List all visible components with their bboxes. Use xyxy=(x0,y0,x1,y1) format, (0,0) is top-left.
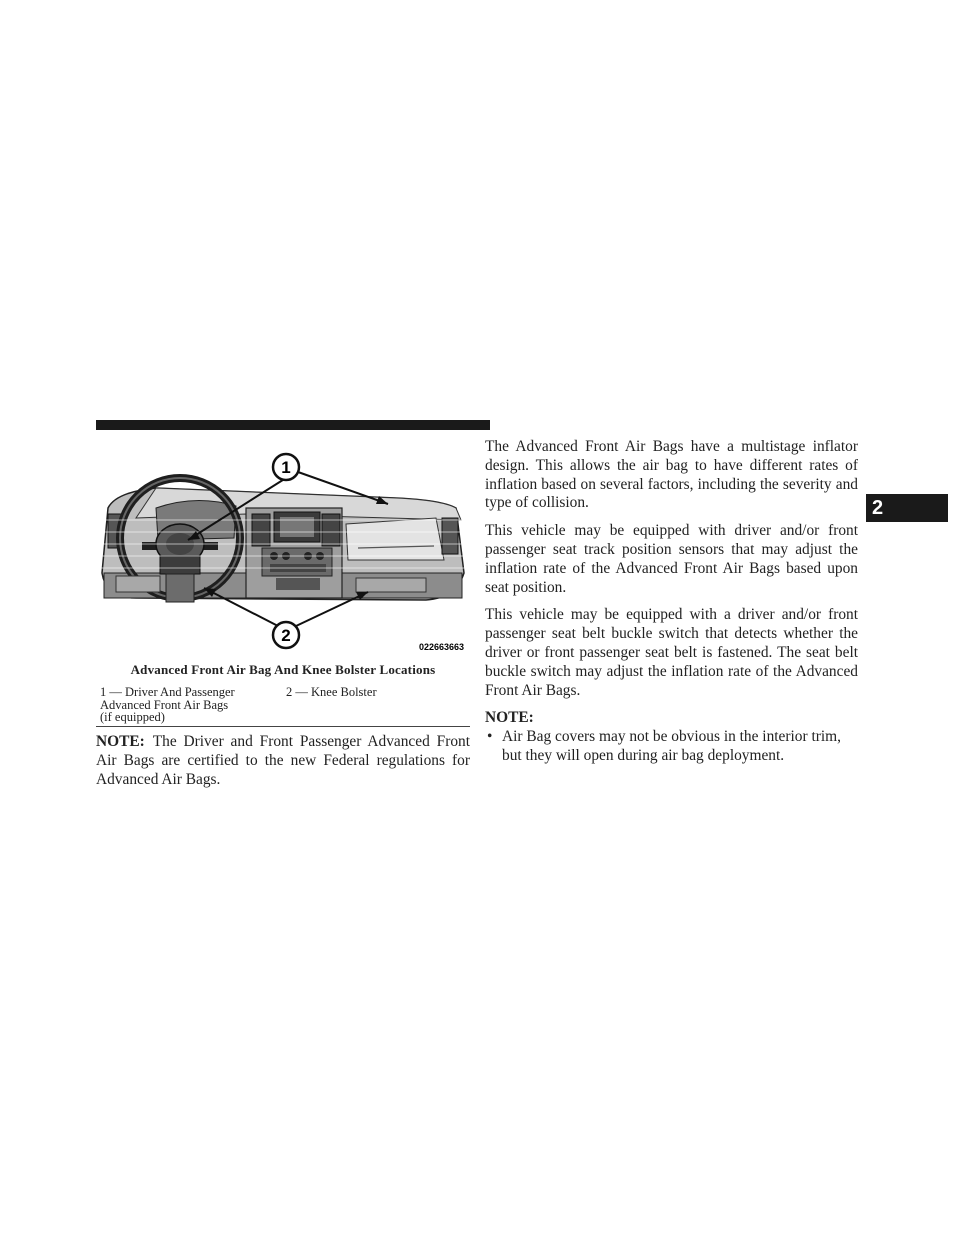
right-column xyxy=(485,438,858,766)
legend-item-2: 2 — Knee Bolster xyxy=(286,685,377,699)
paragraph-buckle-switch: This vehicle may be equipped with a driver and/or front passenger seat belt buckle switch that detects whether the driver or front passenger seat belt is fastened. The seat belt buckle switch may adjust the inflation rate of the Advanced Front Air Bags. xyxy=(485,606,858,699)
left-note xyxy=(96,733,470,789)
left-note-text: The Driver and Front Passenger Advanced Front Air Bags are certified to the new Federal regulations for Advanced Air Bags. xyxy=(96,733,470,788)
bullet-text: Air Bag covers may not be obvious in the interior trim, but they will open during air bag deployment. xyxy=(502,728,841,764)
right-note-label: NOTE: xyxy=(485,709,534,727)
figure-caption: Advanced Front Air Bag And Knee Bolster Locations xyxy=(130,662,436,677)
paragraph-seat-track: This vehicle may be equipped with driver and/or front passenger seat track position sensors that may adjust the inflation rate of the Advanced Front Air Bags based upon seat position. xyxy=(485,522,858,596)
callout-1-label: 1 xyxy=(281,458,291,477)
legend-item-1-line-2: Advanced Front Air Bags xyxy=(100,697,229,712)
list-item xyxy=(485,728,858,766)
dashboard-drawing xyxy=(96,448,470,656)
legend-item-1-line-1: 1 — Driver And Passenger xyxy=(100,685,235,699)
paragraph-inflator: The Advanced Front Air Bags have a multistage inflator design. This allows the air bag to have different rates of inflation based on several factors, including the severity and type of collision. xyxy=(485,438,858,512)
callout-2-label: 2 xyxy=(281,626,291,645)
legend-item-1-line-3: (if equipped) xyxy=(100,710,165,724)
legend-item-1 xyxy=(100,686,270,724)
figure-code: 022663663 xyxy=(418,642,464,652)
bullet-icon: • xyxy=(487,728,493,746)
dashboard-illustration xyxy=(96,448,470,656)
left-note-label: NOTE: xyxy=(96,733,145,750)
chapter-tab: 2 xyxy=(866,494,948,522)
section-header-bar xyxy=(96,420,490,430)
note-bullet-list xyxy=(485,728,858,766)
legend-divider xyxy=(96,726,470,727)
